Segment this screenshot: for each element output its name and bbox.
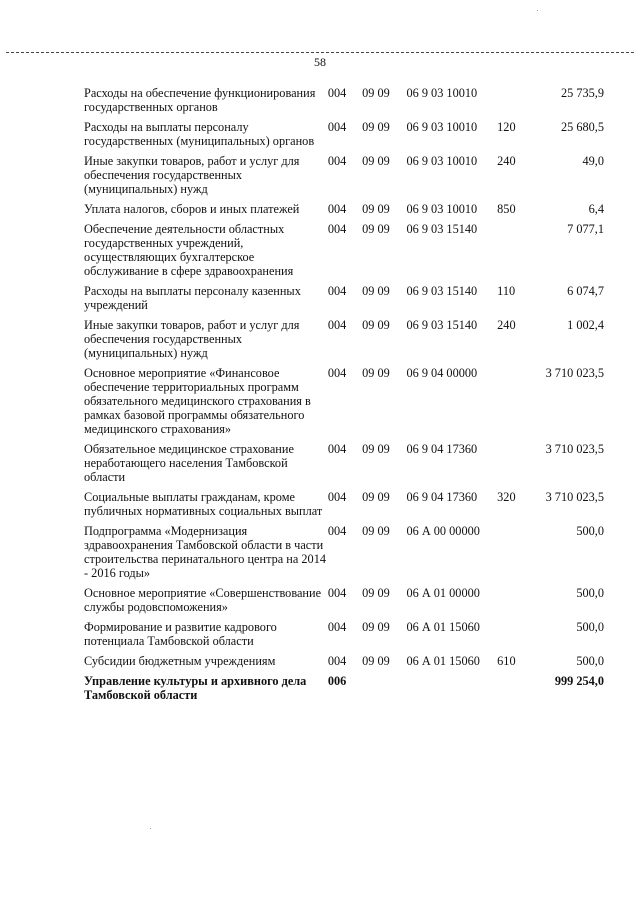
table-row: [84, 154, 604, 202]
row-ved-code: 004: [327, 284, 347, 298]
row-ved-code: 006: [327, 674, 347, 688]
row-target-article: 06 9 03 15140: [406, 222, 478, 236]
row-name: Управление культуры и архивного дела Тамбовской области: [84, 674, 307, 702]
row-name: Расходы на обеспечение функционирования государственных органов: [84, 86, 316, 114]
row-section-code: 09 09: [362, 318, 390, 332]
row-ved-code: 004: [327, 222, 347, 236]
row-target-article: 06 А 00 00000: [406, 524, 480, 538]
row-target-article: 06 9 03 15140: [406, 318, 478, 332]
row-sum: 3 710 023,5: [545, 366, 604, 380]
row-sum: 7 077,1: [567, 222, 604, 236]
row-expense-type: [497, 524, 527, 586]
row-section-code: 09 09: [362, 620, 390, 634]
row-ved-code: 004: [327, 620, 347, 634]
row-section-code: 09 09: [362, 490, 390, 504]
row-ved-code: 004: [327, 586, 347, 600]
row-ved-code: 004: [327, 654, 347, 668]
row-sum: 500,0: [576, 620, 604, 634]
row-expense-type: 120: [497, 120, 516, 134]
row-sum: 25 735,9: [560, 86, 604, 100]
row-ved-code: 004: [327, 154, 347, 168]
row-sum: 49,0: [582, 154, 604, 168]
table-row: [84, 586, 604, 620]
table-row: [84, 222, 604, 284]
page-number: 58: [314, 55, 326, 69]
row-target-article: 06 9 03 10010: [406, 202, 478, 216]
row-target-article: 06 9 03 15140: [406, 284, 478, 298]
row-expense-type: [497, 620, 527, 654]
row-expense-type: [497, 442, 527, 490]
row-sum: 6 074,7: [567, 284, 604, 298]
row-section-code: 09 09: [362, 366, 390, 380]
row-name: Расходы на выплаты персоналу государственных (муниципальных) органов: [84, 120, 315, 148]
row-section-code: 09 09: [362, 120, 390, 134]
row-section-code: 09 09: [362, 586, 390, 600]
table-row: [84, 654, 604, 674]
row-name: Социальные выплаты гражданам, кроме публичных нормативных социальных выплат: [84, 490, 323, 518]
row-ved-code: 004: [327, 366, 347, 380]
row-expense-type: 850: [497, 202, 516, 216]
row-section-code: 09 09: [362, 154, 390, 168]
row-expense-type: 240: [497, 318, 516, 332]
table-row: [84, 674, 604, 708]
row-name: Обеспечение деятельности областных государственных учреждений, осуществляющих бухгалтерское обслуживание в сфере здравоохранения: [84, 222, 294, 278]
row-sum: 1 002,4: [567, 318, 604, 332]
row-expense-type: [497, 674, 527, 708]
row-name: Обязательное медицинское страхование неработающего населения Тамбовской области: [84, 442, 294, 484]
row-name: Основное мероприятие «Финансовое обеспечение территориальных программ обязательного медицинского страхования в рамках базовой программы обязательного медицинского страхования»: [84, 366, 311, 436]
row-name: Расходы на выплаты персоналу казенных учреждений: [84, 284, 301, 312]
row-name: Подпрограмма «Модернизация здравоохранения Тамбовской области в части строительства перинатального центра на 2014 - 2016 годы»: [84, 524, 326, 580]
row-sum: 3 710 023,5: [545, 442, 604, 456]
row-target-article: 06 А 01 00000: [406, 586, 480, 600]
table-body: [84, 86, 604, 708]
budget-table: [84, 86, 604, 708]
table-row: [84, 524, 604, 586]
row-section-code: 09 09: [362, 442, 390, 456]
table-row: [84, 202, 604, 222]
table-row: [84, 318, 604, 366]
row-sum: 6,4: [588, 202, 604, 216]
scan-speck: [150, 828, 151, 829]
row-section-code: [362, 674, 406, 708]
row-target-article: 06 9 04 17360: [406, 490, 478, 504]
table-row: [84, 490, 604, 524]
row-expense-type: 320: [497, 490, 516, 504]
scan-speck: [537, 10, 538, 11]
row-target-article: [406, 674, 497, 708]
row-name: Иные закупки товаров, работ и услуг для обеспечения государственных (муниципальных) нужд: [84, 318, 300, 360]
table-row: [84, 86, 604, 120]
row-target-article: 06 А 01 15060: [406, 620, 480, 634]
row-expense-type: 240: [497, 154, 516, 168]
row-sum: 999 254,0: [554, 674, 604, 688]
table-row: [84, 620, 604, 654]
row-target-article: 06 9 03 10010: [406, 120, 478, 134]
row-ved-code: 004: [327, 490, 347, 504]
row-sum: 25 680,5: [560, 120, 604, 134]
row-section-code: 09 09: [362, 524, 390, 538]
row-name: Уплата налогов, сборов и иных платежей: [84, 202, 300, 216]
row-name: Субсидии бюджетным учреждениям: [84, 654, 276, 668]
row-sum: 500,0: [576, 586, 604, 600]
row-ved-code: 004: [327, 442, 347, 456]
row-ved-code: 004: [327, 120, 347, 134]
row-name: Иные закупки товаров, работ и услуг для обеспечения государственных (муниципальных) нужд: [84, 154, 300, 196]
row-section-code: 09 09: [362, 202, 390, 216]
row-sum: 3 710 023,5: [545, 490, 604, 504]
row-name: Формирование и развитие кадрового потенциала Тамбовской области: [84, 620, 277, 648]
row-section-code: 09 09: [362, 284, 390, 298]
row-sum: 500,0: [576, 654, 604, 668]
row-expense-type: [497, 586, 527, 620]
row-expense-type: 610: [497, 654, 516, 668]
row-ved-code: 004: [327, 524, 347, 538]
table-row: [84, 120, 604, 154]
row-ved-code: 004: [327, 318, 347, 332]
row-target-article: 06 9 04 00000: [406, 366, 478, 380]
row-ved-code: 004: [327, 86, 347, 100]
row-expense-type: [497, 86, 527, 120]
row-target-article: 06 9 04 17360: [406, 442, 478, 456]
table-row: [84, 366, 604, 442]
page-separator: [6, 52, 634, 53]
row-target-article: 06 А 01 15060: [406, 654, 480, 668]
row-sum: 500,0: [576, 524, 604, 538]
table-row: [84, 284, 604, 318]
row-ved-code: 004: [327, 202, 347, 216]
row-target-article: 06 9 03 10010: [406, 86, 478, 100]
row-expense-type: [497, 222, 527, 284]
row-section-code: 09 09: [362, 86, 390, 100]
row-name: Основное мероприятие «Совершенствование службы родовспоможения»: [84, 586, 322, 614]
row-expense-type: 110: [497, 284, 516, 298]
row-section-code: 09 09: [362, 654, 390, 668]
table-row: [84, 442, 604, 490]
row-expense-type: [497, 366, 527, 442]
row-section-code: 09 09: [362, 222, 390, 236]
row-target-article: 06 9 03 10010: [406, 154, 478, 168]
